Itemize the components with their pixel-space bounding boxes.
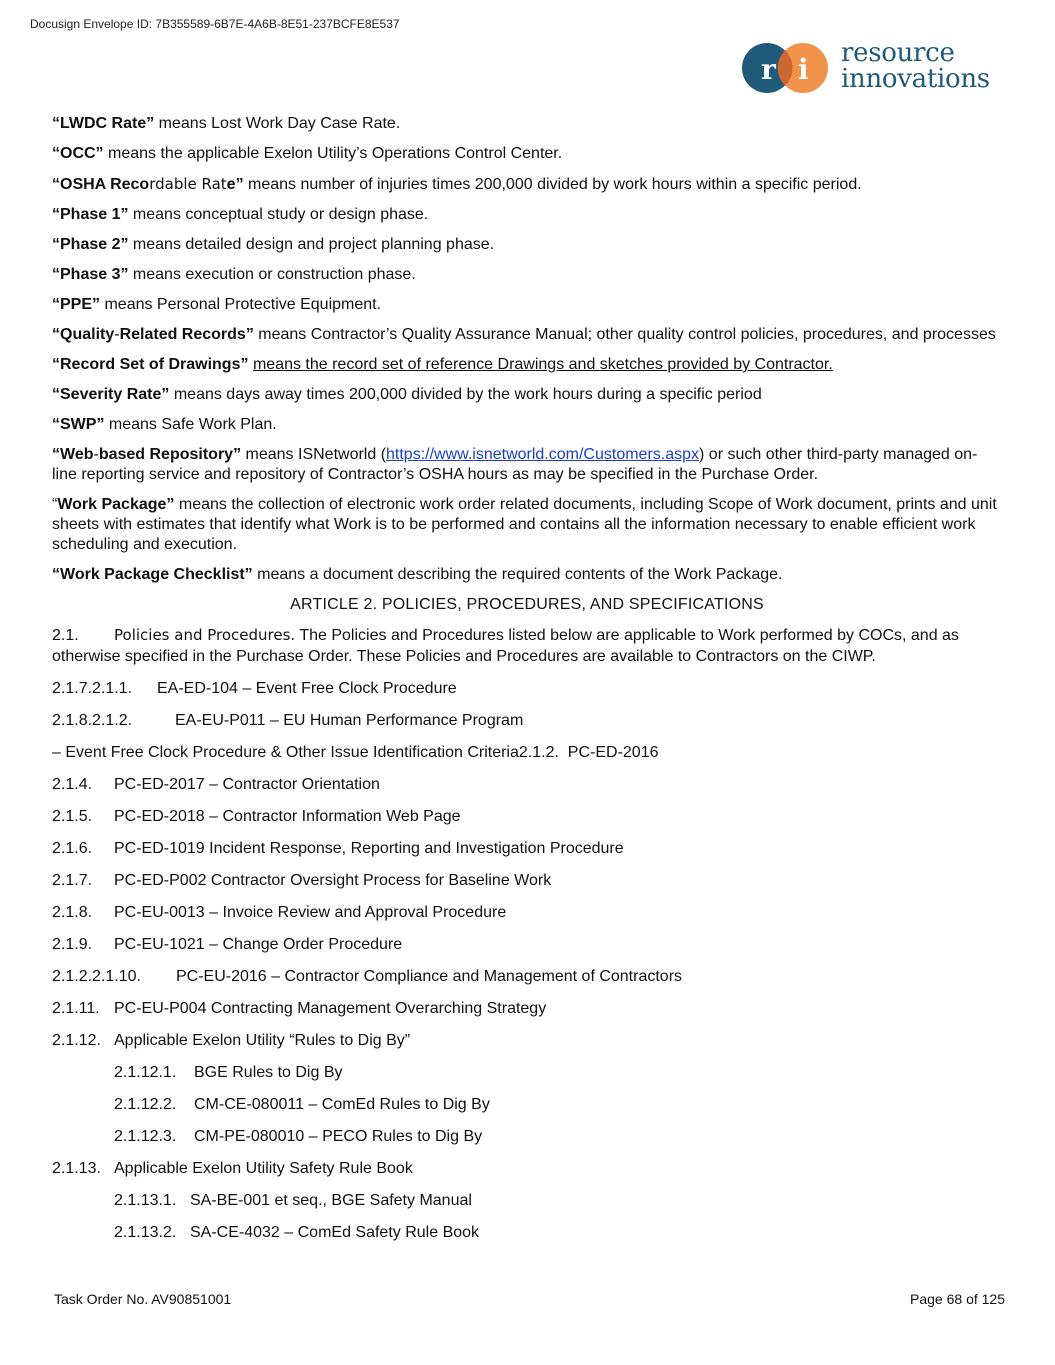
logo-mark-r: r: [761, 53, 776, 86]
logo-line-2: innovations: [841, 64, 990, 94]
list-item: 2.1.12. Applicable Exelon Utility “Rules to Dig By”: [52, 1032, 411, 1049]
definition-work-package: “Work Package” means the collection of electronic work order related documents, including Scope of Work document, prints and unit sheets with estimates that identify what Work is to be performed and contains all the information necessary to enable efficient work scheduling and execution.: [52, 496, 997, 553]
list-item: 2.1.11. PC-EU-P004 Contracting Management Overarching Strategy: [52, 1000, 547, 1017]
list-item: 2.1.12.3. CM-PE-080010 – PECO Rules to Dig By: [114, 1128, 483, 1145]
list-item: 2.1.4. PC-ED-2017 – Contractor Orientation: [52, 776, 380, 793]
definition-record-set: “Record Set of Drawings” means the record set of reference Drawings and sketches provided by Contractor.: [52, 356, 833, 373]
list-item: 2.1.8.2.1.2. EA-EU-P011 – EU Human Performance Program: [52, 712, 524, 729]
definition-lwdc: “LWDC Rate” means Lost Work Day Case Rate.: [52, 115, 401, 132]
isnetworld-link[interactable]: https://www.isnetworld.com/Customers.aspx: [386, 446, 700, 463]
logo-mark-i: i: [798, 53, 809, 86]
term: “LWDC Rate”: [52, 115, 155, 132]
term: “OCC”: [52, 145, 104, 162]
footer-page-number: Page 68 of 125: [910, 1291, 1005, 1307]
list-item: 2.1.9. PC-EU-1021 – Change Order Procedure: [52, 936, 403, 953]
logo-wordmark: [841, 40, 990, 92]
definition-work-package-checklist: “Work Package Checklist” means a document describing the required contents of the Work Package.: [52, 566, 783, 583]
list-item: 2.1.13.1. SA-BE-001 et seq., BGE Safety Manual: [114, 1192, 472, 1209]
definition-ppe: “PPE” means Personal Protective Equipment.: [52, 296, 382, 313]
definition-phase-3: “Phase 3” means execution or construction phase.: [52, 266, 416, 283]
list-item: 2.1.8. PC-EU-0013 – Invoice Review and Approval Procedure: [52, 904, 507, 921]
policy-paragraph: 2.1. Policies and Procedures. The Policies and Procedures listed below are applicable to Work performed by COCs, and as otherwise specified in the Purchase Order. These Policies and Procedures are available to Contractors on the CIWP.: [52, 626, 959, 665]
logo-line-1: resource: [841, 38, 955, 68]
list-item: 2.1.7. PC-ED-P002 Contractor Oversight Process for Baseline Work: [52, 872, 552, 889]
logo-mark-icon: [740, 40, 836, 100]
company-logo: [740, 40, 1020, 100]
section-number: 2.1.: [52, 627, 79, 644]
list-item: 2.1.12.2. CM-CE-080011 – ComEd Rules to Dig By: [114, 1096, 490, 1113]
document-body: [52, 114, 1002, 1255]
list-item: 2.1.7.2.1.1. EA-ED-104 – Event Free Clock Procedure: [52, 680, 457, 697]
list-item: 2.1.6. PC-ED-1019 Incident Response, Reporting and Investigation Procedure: [52, 840, 624, 857]
list-item: 2.1.13. Applicable Exelon Utility Safety Rule Book: [52, 1160, 413, 1177]
list-item: – Event Free Clock Procedure & Other Issue Identification Criteria2.1.2. PC-ED-2016: [52, 744, 659, 761]
article-heading: ARTICLE 2. POLICIES, PROCEDURES, AND SPECIFICATIONS: [290, 596, 764, 613]
definition-swp: “SWP” means Safe Work Plan.: [52, 416, 277, 433]
footer-task-order: Task Order No. AV90851001: [54, 1291, 232, 1307]
definition-phase-2: “Phase 2” means detailed design and project planning phase.: [52, 236, 495, 253]
list-item: 2.1.12.1. BGE Rules to Dig By: [114, 1064, 343, 1081]
definition-osha: “OSHA Recordable Rate” means number of injuries times 200,000 divided by work hours within a specific period.: [52, 175, 862, 193]
section-heading: Policies and Procedures.: [114, 626, 296, 644]
envelope-id: Docusign Envelope ID: 7B355589-6B7E-4A6B-8E51-237BCFE8E537: [30, 17, 400, 31]
list-item: 2.1.2.2.1.10. PC-EU-2016 – Contractor Compliance and Management of Contractors: [52, 968, 683, 985]
definition-quality-records: “Quality-Related Records” means Contractor’s Quality Assurance Manual; other quality control policies, procedures, and processes: [52, 326, 996, 343]
definition-severity-rate: “Severity Rate” means days away times 200,000 divided by the work hours during a specific period: [52, 386, 762, 403]
definition-occ: “OCC” means the applicable Exelon Utility’s Operations Control Center.: [52, 145, 563, 162]
definition-web-repository: “Web-based Repository” means ISNetworld (https://www.isnetworld.com/Customers.aspx) or such other third-party managed on-line reporting service and repository of Contractor’s OSHA hours as may be specified in the Purchase Order.: [52, 446, 978, 483]
list-item: 2.1.13.2. SA-CE-4032 – ComEd Safety Rule Book: [114, 1224, 480, 1241]
definition-phase-1: “Phase 1” means conceptual study or design phase.: [52, 206, 429, 223]
list-item: 2.1.5. PC-ED-2018 – Contractor Information Web Page: [52, 808, 461, 825]
